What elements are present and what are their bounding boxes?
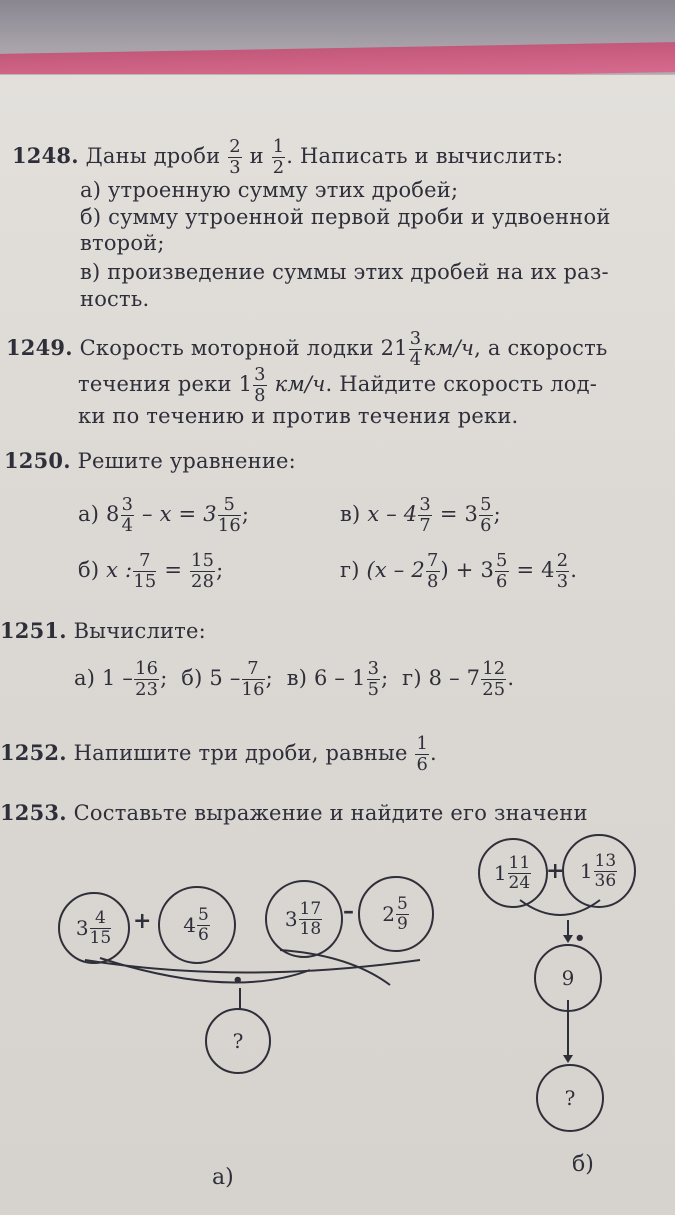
- problem-number: 1253.: [0, 800, 67, 825]
- problem-1248-item-v: в) произведение суммы этих дробей на их раз-: [80, 260, 609, 284]
- fraction: $\frac{2}{3}$: [229, 136, 241, 178]
- fraction: $\frac{5}{6}$: [496, 550, 508, 592]
- problem-1248-item-a: а) утроенную сумму этих дробей;: [80, 178, 459, 202]
- plus-operator: +: [133, 908, 152, 934]
- circle-mixed-number: 1 11 24: [478, 838, 548, 908]
- fraction: $\frac{5}{6}$: [480, 494, 492, 536]
- problem-1253: 1253. Составьте выражение и найдите его значени: [0, 800, 588, 825]
- equation-a: а) 8 $\frac{3}{4}$ – x = 3 $\frac{5}{16}$ ;: [78, 494, 250, 536]
- problem-1248-item-v-cont: ность.: [80, 287, 150, 311]
- fraction: $\frac{3}{4}$: [409, 328, 422, 370]
- fraction: $\frac{3}{8}$: [254, 364, 266, 406]
- intermediate-circle: 9: [534, 944, 602, 1012]
- circle-mixed-number: 4 5 6: [158, 886, 236, 964]
- problem-1252: 1252. Напишите три дроби, равные $\frac{1}{6}$ .: [0, 733, 437, 775]
- multiply-dot: •: [574, 928, 586, 949]
- problem-number: 1251.: [0, 618, 67, 643]
- fraction: $\frac{3}{7}$: [419, 494, 431, 536]
- fraction: $\frac{1}{2}$: [272, 136, 285, 178]
- equation-v: в) x – 4 $\frac{3}{7}$ = 3 $\frac{5}{6}$ ;: [340, 494, 501, 536]
- problem-1248-item-b-cont: второй;: [80, 231, 165, 255]
- problem-1248-line1: 1248. Даны дроби $\frac{2}{3}$ и $\frac{1}{2}$ . Написать и вычислить:: [12, 136, 564, 178]
- fraction: $\frac{3}{4}$: [121, 494, 134, 536]
- diagram-caption-b: б): [572, 1152, 594, 1177]
- problem-number: 1252.: [0, 739, 67, 765]
- problem-1249-line2: течения реки 1 $\frac{3}{8}$ км/ч. Найдите скорость лод-: [78, 364, 598, 406]
- equation-b: б) x : $\frac{7}{15}$ = $\frac{15}{28}$ ;: [78, 550, 224, 592]
- equation-g: г) (x – 2 $\frac{7}{8}$ ) + 3 $\frac{5}{6}$ = 4 $\frac{2}{3}$ .: [340, 550, 578, 592]
- fraction: $\frac{7}{8}$: [426, 550, 439, 592]
- problem-1251-items: а) 1 – $\frac{16}{23}$ ; б) 5 – $\frac{7}{16}$ ; в) 6 – 1 $\frac{3}{5}$ ; г) 8 – 7 $\frac{12}{25}$ .: [74, 658, 515, 700]
- fraction: $\frac{2}{3}$: [556, 550, 569, 592]
- problem-number: 1250.: [4, 448, 71, 473]
- problem-number: 1248.: [12, 142, 79, 168]
- fraction: $\frac{15}{28}$: [191, 550, 215, 592]
- circle-mixed-number: 1 13 36: [562, 834, 636, 908]
- fraction: $\frac{1}{6}$: [416, 733, 429, 775]
- result-circle: ?: [205, 1008, 271, 1074]
- circle-mixed-number: 3 17 18: [265, 880, 343, 958]
- diagram-caption-a: а): [212, 1165, 234, 1190]
- problem-1249-line3: ки по течению и против течения реки.: [78, 404, 519, 428]
- minus-operator: –: [343, 898, 354, 924]
- circle-mixed-number: 2 5 9: [358, 876, 434, 952]
- multiply-dot: •: [232, 970, 244, 991]
- fraction: $\frac{7}{16}$: [241, 658, 265, 700]
- fraction: $\frac{3}{5}$: [367, 658, 380, 700]
- problem-1248-item-b: б) сумму утроенной первой дроби и удвоенной: [80, 205, 611, 229]
- fraction: $\frac{12}{25}$: [482, 658, 506, 700]
- problem-number: 1249.: [6, 334, 73, 360]
- problem-1251-title: 1251. Вычислите:: [0, 618, 206, 643]
- fraction: $\frac{5}{16}$: [217, 494, 241, 536]
- circle-mixed-number: 3 4 15: [58, 892, 130, 964]
- problem-1249-line1: 1249. Скорость моторной лодки 21 $\frac{3}{4}$ км/ч, а скорость: [6, 328, 608, 370]
- plus-operator: +: [546, 858, 565, 884]
- fraction: $\frac{16}{23}$: [135, 658, 159, 700]
- result-circle: ?: [536, 1064, 604, 1132]
- fraction: $\frac{7}{15}$: [133, 550, 157, 592]
- problem-1250-title: 1250. Решите уравнение:: [4, 448, 296, 473]
